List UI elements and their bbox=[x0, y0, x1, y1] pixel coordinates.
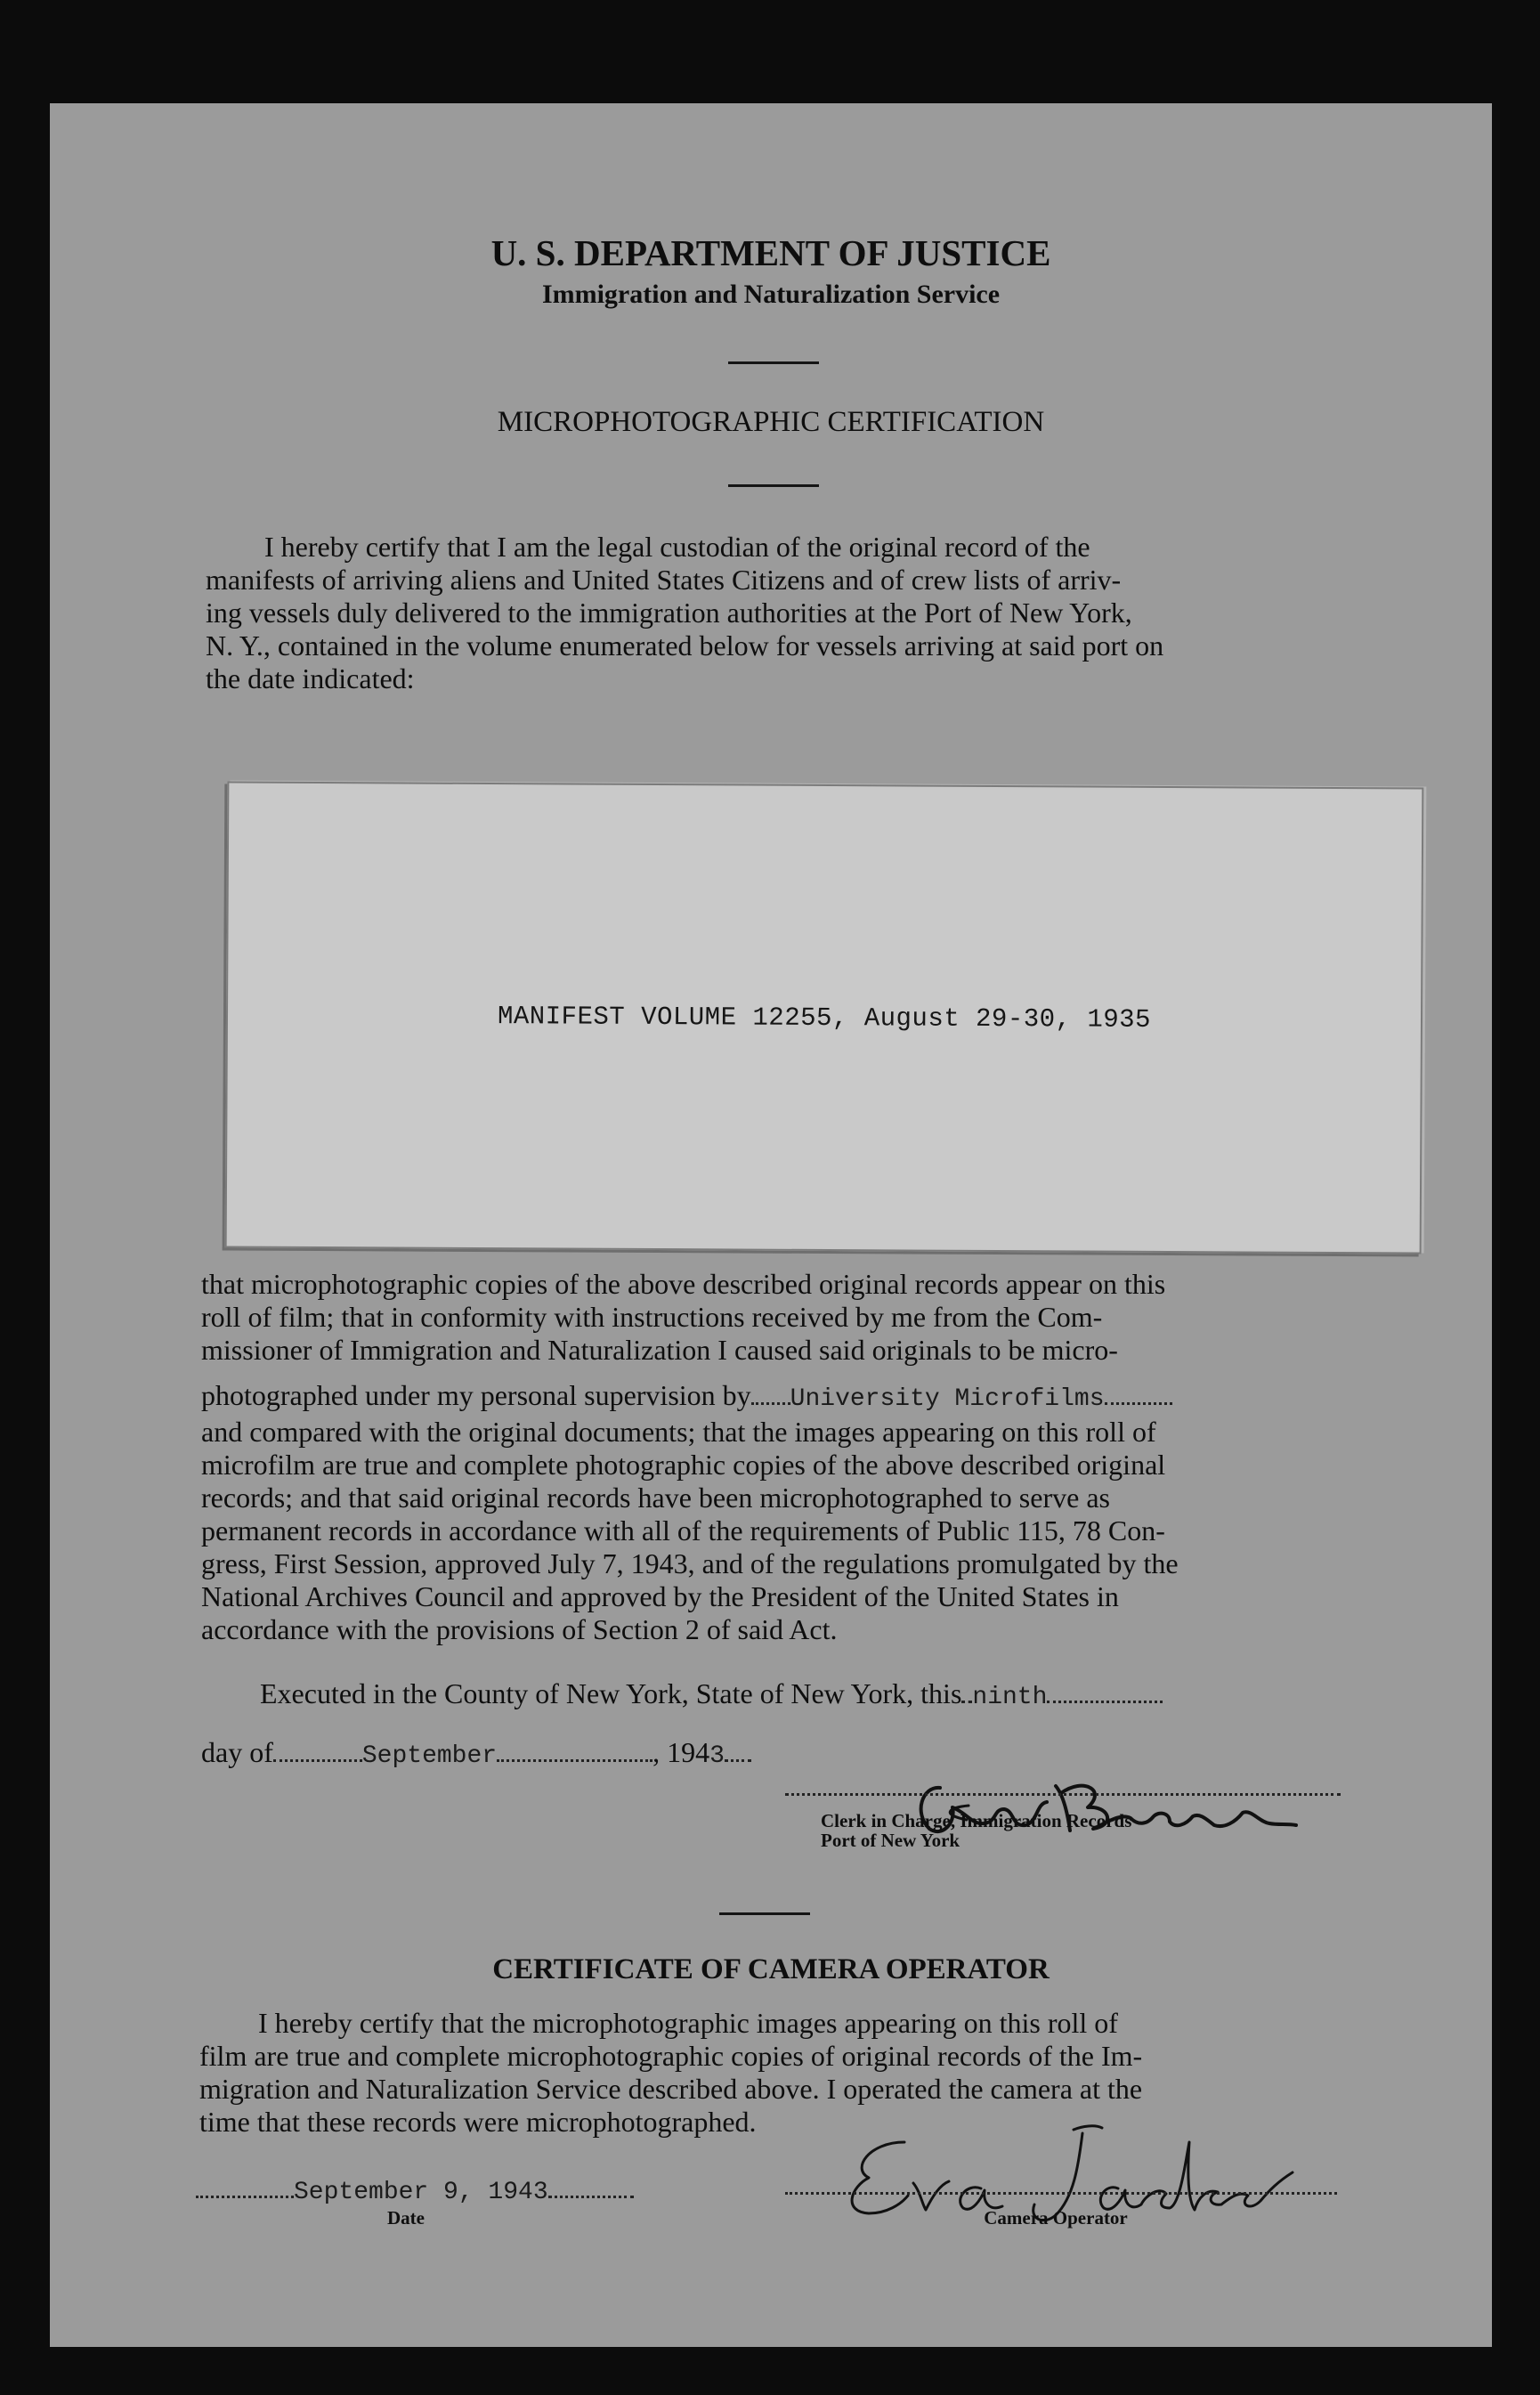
intro-line: I hereby certify that I am the legal custodian of the original record of the bbox=[264, 531, 1090, 563]
department-heading: U. S. DEPARTMENT OF JUSTICE bbox=[490, 232, 1051, 273]
date-field bbox=[196, 2169, 634, 2206]
supervision-line bbox=[201, 1376, 1398, 1416]
body-paragraph bbox=[201, 1268, 1398, 1646]
year-prefix: , 194 bbox=[652, 1736, 710, 1768]
body-line: and compared with the original documents; that the images appearing on this roll of bbox=[201, 1416, 1156, 1448]
header-divider-top bbox=[728, 361, 819, 364]
clerk-caption bbox=[821, 1811, 1131, 1850]
clerk-title: Clerk in Charge, Immigration Records bbox=[821, 1810, 1132, 1831]
manifest-volume-slip bbox=[225, 781, 1424, 1254]
operator-signature-line bbox=[785, 2190, 1337, 2195]
day-of-label: day of bbox=[201, 1736, 273, 1768]
day-of-line bbox=[201, 1733, 751, 1770]
body-line: gress, First Session, approved July 7, 1943, and of the regulations promulgated by the bbox=[201, 1547, 1179, 1579]
certification-title: MICROPHOTOGRAPHIC CERTIFICATION bbox=[497, 406, 1045, 438]
year-digit: 3 bbox=[709, 1742, 725, 1770]
certificate-page bbox=[50, 103, 1492, 2347]
intro-line: manifests of arriving aliens and United States Citizens and of crew lists of arriv- bbox=[206, 564, 1122, 596]
body-line: records; and that said original records have been microphotographed to serve as bbox=[201, 1482, 1110, 1514]
date-label: Date bbox=[387, 2207, 425, 2229]
body-line: permanent records in accordance with all of the requirements of Public 115, 78 Con- bbox=[201, 1514, 1165, 1547]
clerk-port: Port of New York bbox=[821, 1830, 960, 1851]
operator-line: film are true and complete microphotographic copies of original records of the Im- bbox=[199, 2040, 1143, 2072]
body-line: that microphotographic copies of the above described original records appear on this bbox=[201, 1268, 1166, 1300]
day-value: ninth bbox=[972, 1684, 1048, 1711]
operator-line: time that these records were microphotographed. bbox=[199, 2106, 757, 2138]
operator-line: I hereby certify that the microphotographic images appearing on this roll of bbox=[258, 2007, 1118, 2039]
section-divider bbox=[719, 1912, 810, 1915]
date-value: September 9, 1943 bbox=[294, 2179, 548, 2206]
operator-line: migration and Naturalization Service described above. I operated the camera at the bbox=[199, 2073, 1143, 2105]
manifest-volume-text: MANIFEST VOLUME 12255, August 29-30, 1935 bbox=[497, 1002, 1152, 1035]
intro-line: N. Y., contained in the volume enumerated below for vessels arriving at said port on bbox=[206, 629, 1164, 662]
camera-operator-heading: CERTIFICATE OF CAMERA OPERATOR bbox=[492, 1953, 1050, 1985]
execution-line bbox=[260, 1674, 1163, 1711]
supervisor-value: University Microfilms bbox=[790, 1385, 1105, 1413]
body-line: accordance with the provisions of Section 2 of said Act. bbox=[201, 1613, 838, 1645]
execution-prefix: Executed in the County of New York, State of New York, this bbox=[260, 1677, 962, 1709]
clerk-signature-line bbox=[785, 1791, 1341, 1796]
intro-line: ing vessels duly delivered to the immigration authorities at the Port of New York, bbox=[206, 597, 1132, 629]
intro-line: the date indicated: bbox=[206, 662, 415, 694]
body-line: microfilm are true and complete photographic copies of the above described original bbox=[201, 1449, 1166, 1481]
supervision-prefix: photographed under my personal supervision by bbox=[201, 1379, 751, 1411]
body-line: missioner of Immigration and Naturalization I caused said originals to be micro- bbox=[201, 1334, 1118, 1366]
body-line: roll of film; that in conformity with instructions received by me from the Com- bbox=[201, 1301, 1103, 1333]
camera-operator-label: Camera Operator bbox=[984, 2207, 1128, 2229]
month-value: September bbox=[361, 1742, 498, 1770]
intro-paragraph bbox=[206, 531, 1398, 695]
body-line: National Archives Council and approved by the President of the United States in bbox=[201, 1580, 1119, 1612]
header-divider-bottom bbox=[728, 484, 819, 487]
service-subheading: Immigration and Naturalization Service bbox=[541, 280, 1001, 309]
